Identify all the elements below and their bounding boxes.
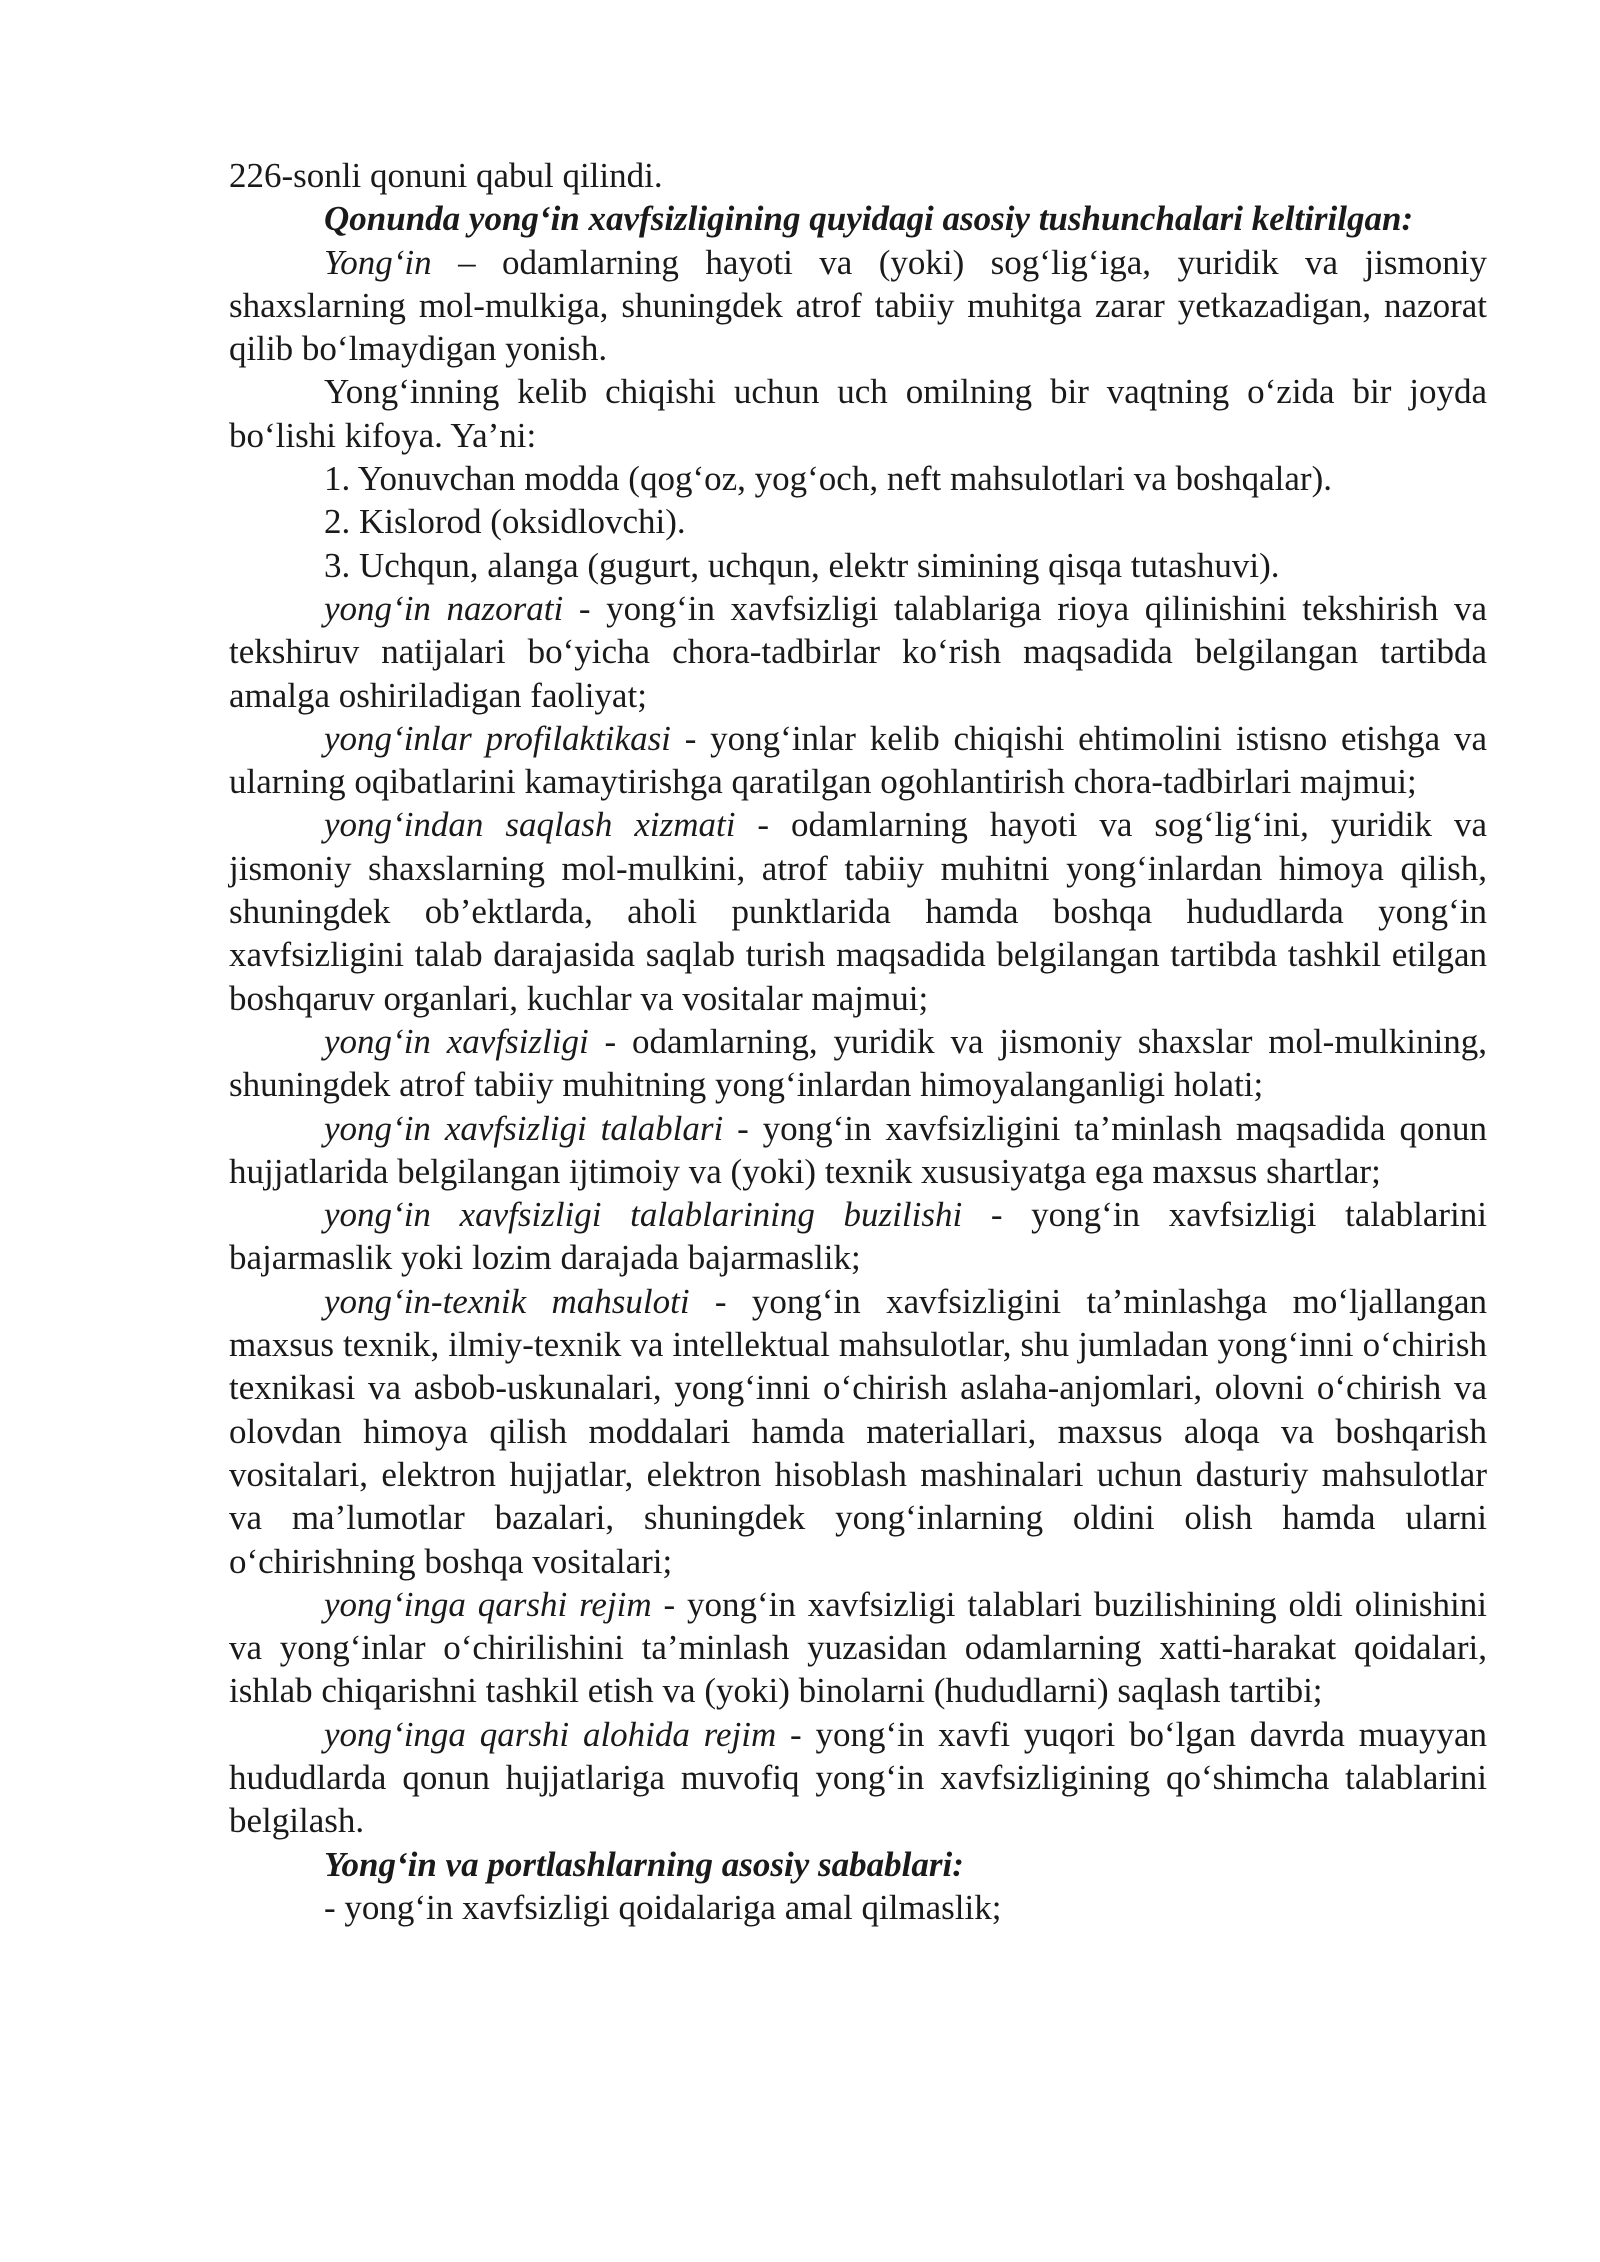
definition-text: - odamlarning hayoti va sog‘lig‘ini, yuridik va jismoniy shaxslarning mol-mulkini, atrof tabiiy muhitni yong‘inlardan himoya qilish, shuningdek ob’ektlarda, aholi punktlarida hamda boshqa hududlarda yong‘in xavfsizligini talab darajasida saqlab turish maqsadida belgilangan tartibda tashkil etilgan boshqaruv organlari, kuchlar va vositalar majmui; (229, 805, 1487, 1018)
definition-text: - yong‘in xavfi yuqori bo‘lgan davrda muayyan hududlarda qonun hujjatlariga muvofiq yong‘in xavfsizligining qo‘shimcha talablarini belgilash. (229, 1714, 1487, 1841)
definition-term: yong‘in-texnik mahsuloti (324, 1281, 690, 1321)
definition-term: yong‘inga qarshi alohida rejim (324, 1714, 777, 1754)
definition-term: Yong‘in (324, 242, 432, 282)
definition-text: - yong‘in xavfsizligi talablariga rioya qilinishini tekshirish va tekshiruv natijalari bo‘yicha chora-tadbirlar ko‘rish maqsadida belgilangan tartibda amalga oshiriladigan faoliyat; (229, 588, 1488, 715)
definition-text: – odamlarning hayoti va (yoki) sog‘lig‘iga, yuridik va jismoniy shaxslarning mol-mulkiga, shuningdek atrof tabiiy muhitga zarar yetkazadigan, nazorat qilib bo‘lmaydigan yonish. (229, 242, 1487, 369)
definition-term: yong‘in xavfsizligi talablari (324, 1108, 724, 1148)
definition-text: - yong‘in xavfsizligi talablarini bajarmaslik yoki lozim darajada bajarmaslik; (229, 1195, 1487, 1278)
definition-paragraph (229, 1020, 1487, 1107)
definition-term: yong‘in xavfsizligi (324, 1021, 589, 1061)
definition-term: yong‘in nazorati (324, 588, 564, 628)
three-factors-intro: Yong‘inning kelib chiqishi uchun uch omilning bir vaqtning o‘zida bir joyda bo‘lishi kifoya. Ya’ni: (229, 372, 1487, 455)
definition-text: - yong‘in xavfsizligi talablari buzilishining oldi olinishini va yong‘inlar o‘chirilishini ta’minlash yuzasidan odamlarning xatti-harakat qoidalari, ishlab chiqarishni tashkil etish va (yoki) binolarni (hududlarni) saqlash tartibi; (229, 1584, 1487, 1711)
causes-heading: Yong‘in va portlashlarning asosiy sabablari: (324, 1844, 964, 1884)
definition-term: yong‘in xavfsizligi talablarining buzilishi (324, 1195, 963, 1235)
definition-paragraph (229, 1713, 1487, 1843)
definition-text: - yong‘inlar kelib chiqishi ehtimolini istisno etishga va ularning oqibatlarini kamaytirishga qaratilgan ogohlantirish chora-tadbirlari majmui; (229, 718, 1487, 802)
factor-item: 3. Uchqun, alanga (gugurt, uchqun, elektr simining qisqa tutashuvi). (324, 545, 1280, 585)
definition-term: yong‘inga qarshi rejim (324, 1584, 652, 1624)
definition-term: yong‘inlar profilaktikasi (324, 718, 671, 758)
definition-paragraph (229, 1107, 1487, 1194)
definition-paragraph (229, 717, 1487, 804)
concepts-heading: Qonunda yong‘in xavfsizligining quyidagi asosiy tushunchalari keltirilgan: (324, 199, 1414, 239)
intro-tail: 226-sonli qonuni qabul qilindi. (229, 156, 663, 195)
definition-paragraph (229, 1193, 1487, 1280)
fire-definition (229, 241, 1487, 371)
definition-paragraph (229, 1583, 1487, 1713)
definition-text: - yong‘in xavfsizligini ta’minlashga mo‘ljallangan maxsus texnik, ilmiy-texnik va intellektual mahsulotlar, shu jumladan yong‘inni o‘chirish texnikasi va asbob-uskunalari, yong‘inni o‘chirish aslaha-anjomlari, olovni o‘chirish va olovdan himoya qilish moddalari hamda materiallari, maxsus aloqa va boshqarish vositalari, elektron hujjatlar, elektron hisoblash mashinalari uchun dasturiy mahsulotlar va ma’lumotlar bazalari, shuningdek yong‘inlarning oldini olish hamda ularni o‘chirishning boshqa vositalari; (229, 1281, 1487, 1581)
factor-item: 2. Kislorod (oksidlovchi). (324, 502, 686, 542)
factor-item: 1. Yonuvchan modda (qog‘oz, yog‘och, neft mahsulotlari va boshqalar). (324, 459, 1332, 499)
definition-term: yong‘indan saqlash xizmati (324, 805, 736, 845)
definition-paragraph (229, 587, 1487, 717)
definition-text: - yong‘in xavfsizligini ta’minlash maqsadida qonun hujjatlarida belgilangan ijtimoiy va (yoki) texnik xususiyatga ega maxsus shartlar; (229, 1108, 1487, 1191)
definition-paragraph (229, 1280, 1487, 1583)
definition-paragraph (229, 803, 1487, 1019)
definition-text: - odamlarning, yuridik va jismoniy shaxslar mol-mulkining, shuningdek atrof tabiiy muhitning yong‘inlardan himoyalanganligi holati; (229, 1021, 1487, 1105)
cause-item: - yong‘in xavfsizligi qoidalariga amal qilmaslik; (324, 1887, 1002, 1927)
document-page (229, 154, 1487, 1929)
